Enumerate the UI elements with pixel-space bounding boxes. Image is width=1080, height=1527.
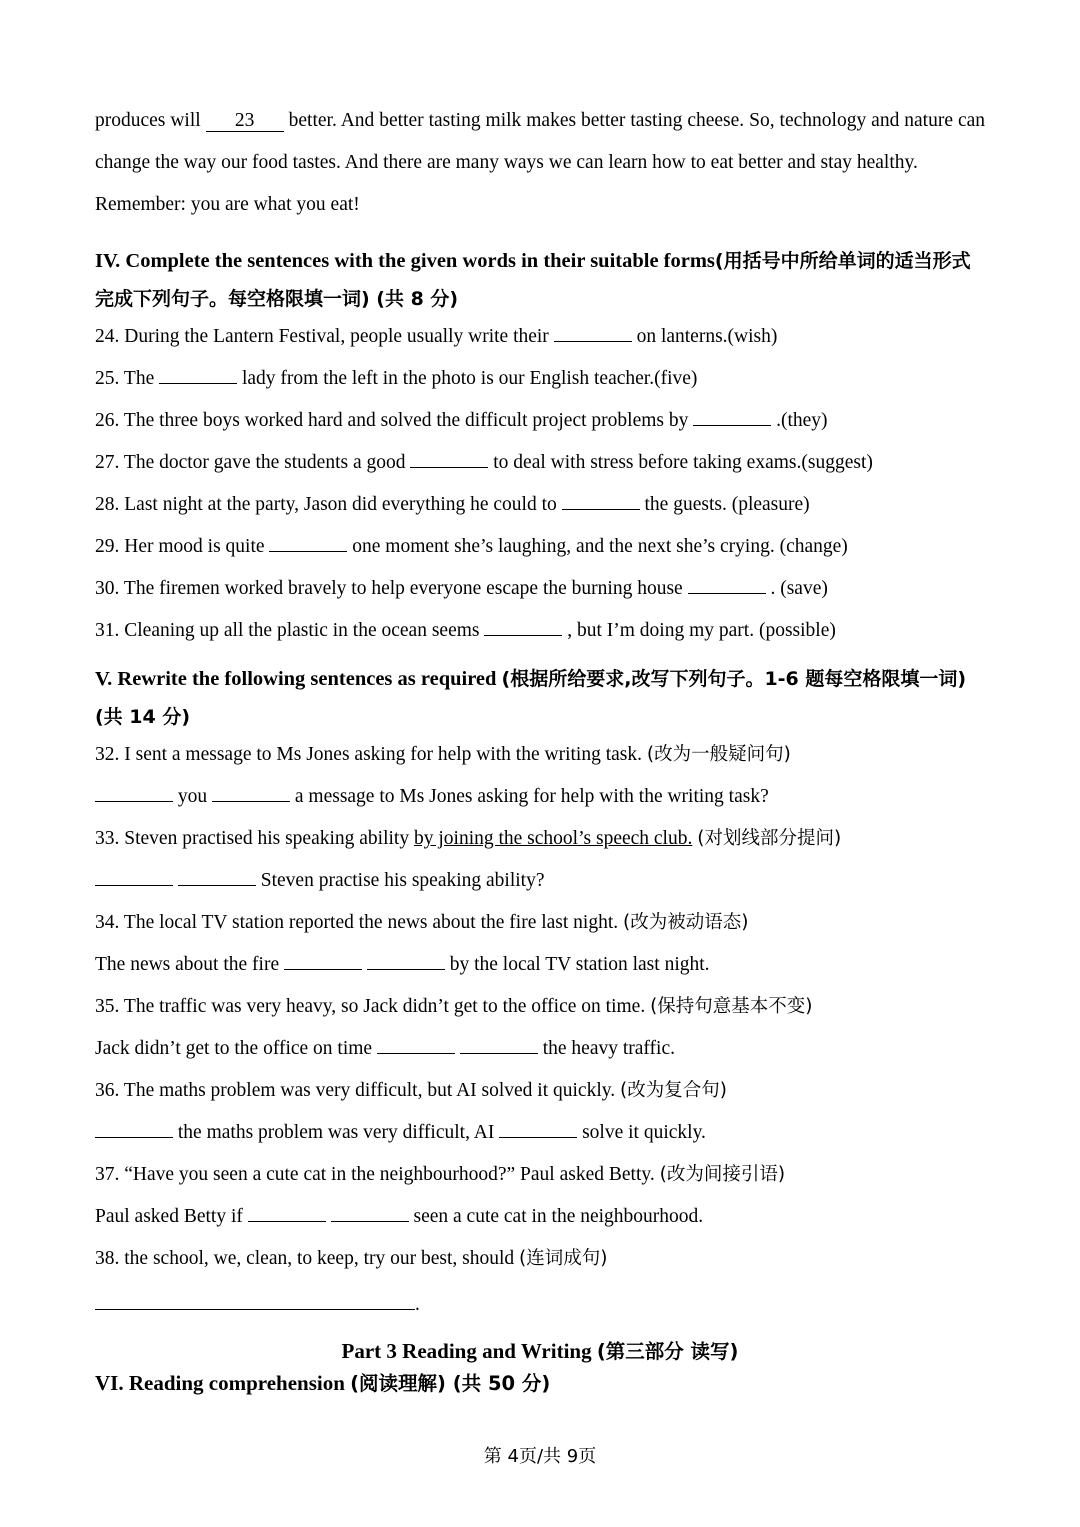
question-30-blank[interactable] <box>688 578 766 594</box>
question-30-text-after: . (save) <box>770 578 828 599</box>
question-30 <box>95 576 985 602</box>
question-35-stem: The traffic was very heavy, so Jack didn’t get to the office on time. <box>123 996 646 1017</box>
passage-blank-23: 23 <box>206 110 284 132</box>
section-vi-heading-en: VI. Reading comprehension <box>95 1371 345 1395</box>
question-31-number: 31. <box>95 620 120 641</box>
question-28-text-after: the guests. (pleasure) <box>644 494 810 515</box>
question-36-instruction: (改为复合句) <box>620 1080 727 1101</box>
question-26-text-after: .(they) <box>776 410 828 431</box>
question-38-answer-line <box>95 1294 985 1316</box>
question-33 <box>95 826 985 852</box>
question-35-number: 35. <box>95 996 120 1017</box>
question-29-text-after: one moment she’s laughing, and the next she’s crying. (change) <box>352 536 848 557</box>
question-34-instruction: (改为被动语态) <box>623 912 749 933</box>
question-37-stem: “Have you seen a cute cat in the neighbourhood?” Paul asked Betty. <box>124 1164 655 1185</box>
question-34 <box>95 910 985 936</box>
passage-paragraph <box>95 100 985 184</box>
question-32 <box>95 742 985 768</box>
passage-text-after: better. And better tasting milk makes better tasting cheese. So, technology and nature can change the way our food tastes. And there are many ways we can learn how to eat better and stay healthy. <box>95 110 986 173</box>
question-27-blank[interactable] <box>410 452 488 468</box>
section-vi-heading-cn: (阅读理解) (共 50 分) <box>350 1372 551 1395</box>
question-26-text-before: The three boys worked hard and solved the difficult project problems by <box>123 410 689 431</box>
question-25-text-before: The <box>123 368 155 389</box>
question-31 <box>95 618 985 644</box>
question-25-blank[interactable] <box>159 368 237 384</box>
question-34-answer-line <box>95 952 985 978</box>
question-36-number: 36. <box>95 1080 120 1101</box>
question-24 <box>95 324 985 350</box>
question-34-stem: The local TV station reported the news about the fire last night. <box>123 912 619 933</box>
question-34-answer-before: The news about the fire <box>95 954 280 975</box>
question-32-number: 32. <box>95 744 120 765</box>
question-27 <box>95 450 985 476</box>
question-32-stem: I sent a message to Ms Jones asking for help with the writing task. <box>124 744 642 765</box>
question-28-number: 28. <box>95 494 120 515</box>
question-35-instruction: (保持句意基本不变) <box>650 996 813 1017</box>
section-iv-heading-en: IV. Complete the sentences with the given words in their suitable forms <box>95 250 715 272</box>
part3-title-cn: (第三部分 读写) <box>596 1340 739 1363</box>
question-33-stem: Steven practised his speaking ability <box>124 828 410 849</box>
question-25-number: 25. <box>95 368 120 389</box>
question-33-answer-line <box>95 868 985 894</box>
question-36 <box>95 1078 985 1104</box>
question-38-blank-long[interactable] <box>95 1294 415 1310</box>
question-28-text-before: Last night at the party, Jason did everything he could to <box>124 494 557 515</box>
question-37-blank-1[interactable] <box>248 1206 326 1222</box>
section-v-heading-en: V. Rewrite the following sentences as required <box>95 668 497 690</box>
question-33-blank-1[interactable] <box>95 870 173 886</box>
section-iv-heading <box>95 242 985 318</box>
question-35 <box>95 994 985 1020</box>
question-32-answer-after: a message to Ms Jones asking for help with the writing task? <box>294 786 769 807</box>
question-38-number: 38. <box>95 1248 120 1269</box>
section-v-heading-cn: (根据所给要求,改写下列句子。1-6 题每空格限填一词) (共 14 分) <box>95 668 967 728</box>
passage-closing-line: Remember: you are what you eat! <box>95 194 360 215</box>
question-27-text-before: The doctor gave the students a good <box>123 452 406 473</box>
section-iv-heading-cn: (用括号中所给单词的适当形式完成下列句子。每空格限填一词) (共 8 分) <box>95 250 971 310</box>
question-36-answer-line <box>95 1120 985 1146</box>
question-33-number: 33. <box>95 828 120 849</box>
part3-title-en: Part 3 Reading and Writing <box>341 1339 592 1363</box>
question-36-answer-mid: the maths problem was very difficult, AI <box>177 1122 495 1143</box>
question-25 <box>95 366 985 392</box>
question-36-blank-1[interactable] <box>95 1122 173 1138</box>
question-30-number: 30. <box>95 578 120 599</box>
question-32-blank-1[interactable] <box>95 786 173 802</box>
question-29-number: 29. <box>95 536 120 557</box>
question-37-answer-before: Paul asked Betty if <box>95 1206 243 1227</box>
question-25-text-after: lady from the left in the photo is our English teacher.(five) <box>241 368 698 389</box>
question-26-blank[interactable] <box>693 410 771 426</box>
question-33-instruction: (对划线部分提问) <box>697 828 842 849</box>
passage-text-before: produces will <box>95 110 201 131</box>
question-38 <box>95 1246 985 1272</box>
question-24-text-after: on lanterns.(wish) <box>636 326 778 347</box>
question-34-number: 34. <box>95 912 120 933</box>
question-31-blank[interactable] <box>484 620 562 636</box>
question-38-stem: the school, we, clean, to keep, try our best, should <box>124 1248 515 1269</box>
question-36-blank-2[interactable] <box>499 1122 577 1138</box>
question-37 <box>95 1162 985 1188</box>
question-29-blank[interactable] <box>269 536 347 552</box>
question-31-text-before: Cleaning up all the plastic in the ocean seems <box>124 620 480 641</box>
question-29 <box>95 534 985 560</box>
question-33-blank-2[interactable] <box>178 870 256 886</box>
question-24-number: 24. <box>95 326 120 347</box>
question-35-answer-line <box>95 1036 985 1062</box>
question-35-answer-before: Jack didn’t get to the office on time <box>95 1038 373 1059</box>
question-37-answer-after: seen a cute cat in the neighbourhood. <box>413 1206 704 1227</box>
question-32-answer-line <box>95 784 985 810</box>
question-36-stem: The maths problem was very difficult, but AI solved it quickly. <box>123 1080 616 1101</box>
question-34-blank-2[interactable] <box>367 954 445 970</box>
question-37-blank-2[interactable] <box>331 1206 409 1222</box>
question-28-blank[interactable] <box>562 494 640 510</box>
question-33-stem-underlined: by joining the school’s speech club. <box>413 828 693 849</box>
question-27-number: 27. <box>95 452 120 473</box>
section-v-heading <box>95 660 985 736</box>
question-33-answer-after: Steven practise his speaking ability? <box>260 870 545 891</box>
question-37-answer-line <box>95 1204 985 1230</box>
section-vi-heading <box>95 1368 985 1396</box>
question-27-text-after: to deal with stress before taking exams.(suggest) <box>493 452 873 473</box>
question-30-text-before: The firemen worked bravely to help everyone escape the burning house <box>123 578 683 599</box>
question-24-text-before: During the Lantern Festival, people usually write their <box>124 326 549 347</box>
question-35-blank-2[interactable] <box>460 1038 538 1054</box>
question-35-blank-1[interactable] <box>377 1038 455 1054</box>
part3-title <box>95 1336 985 1364</box>
question-26-number: 26. <box>95 410 120 431</box>
question-26 <box>95 408 985 434</box>
question-32-blank-2[interactable] <box>212 786 290 802</box>
page-footer: 第 4页/共 9页 <box>483 1446 597 1467</box>
question-38-answer-after: . <box>415 1294 420 1315</box>
question-24-blank[interactable] <box>554 326 632 342</box>
question-34-blank-1[interactable] <box>284 954 362 970</box>
question-32-answer-mid: you <box>177 786 208 807</box>
question-31-text-after: , but I’m doing my part. (possible) <box>567 620 836 641</box>
passage-continuation <box>95 100 985 226</box>
question-28 <box>95 492 985 518</box>
question-32-instruction: (改为一般疑问句) <box>646 744 791 765</box>
question-38-instruction: (连词成句) <box>519 1248 608 1269</box>
question-36-answer-after: solve it quickly. <box>582 1122 706 1143</box>
question-35-answer-after: the heavy traffic. <box>542 1038 676 1059</box>
question-37-instruction: (改为间接引语) <box>659 1164 786 1185</box>
question-29-text-before: Her mood is quite <box>124 536 265 557</box>
question-37-number: 37. <box>95 1164 120 1185</box>
question-34-answer-after: by the local TV station last night. <box>449 954 710 975</box>
